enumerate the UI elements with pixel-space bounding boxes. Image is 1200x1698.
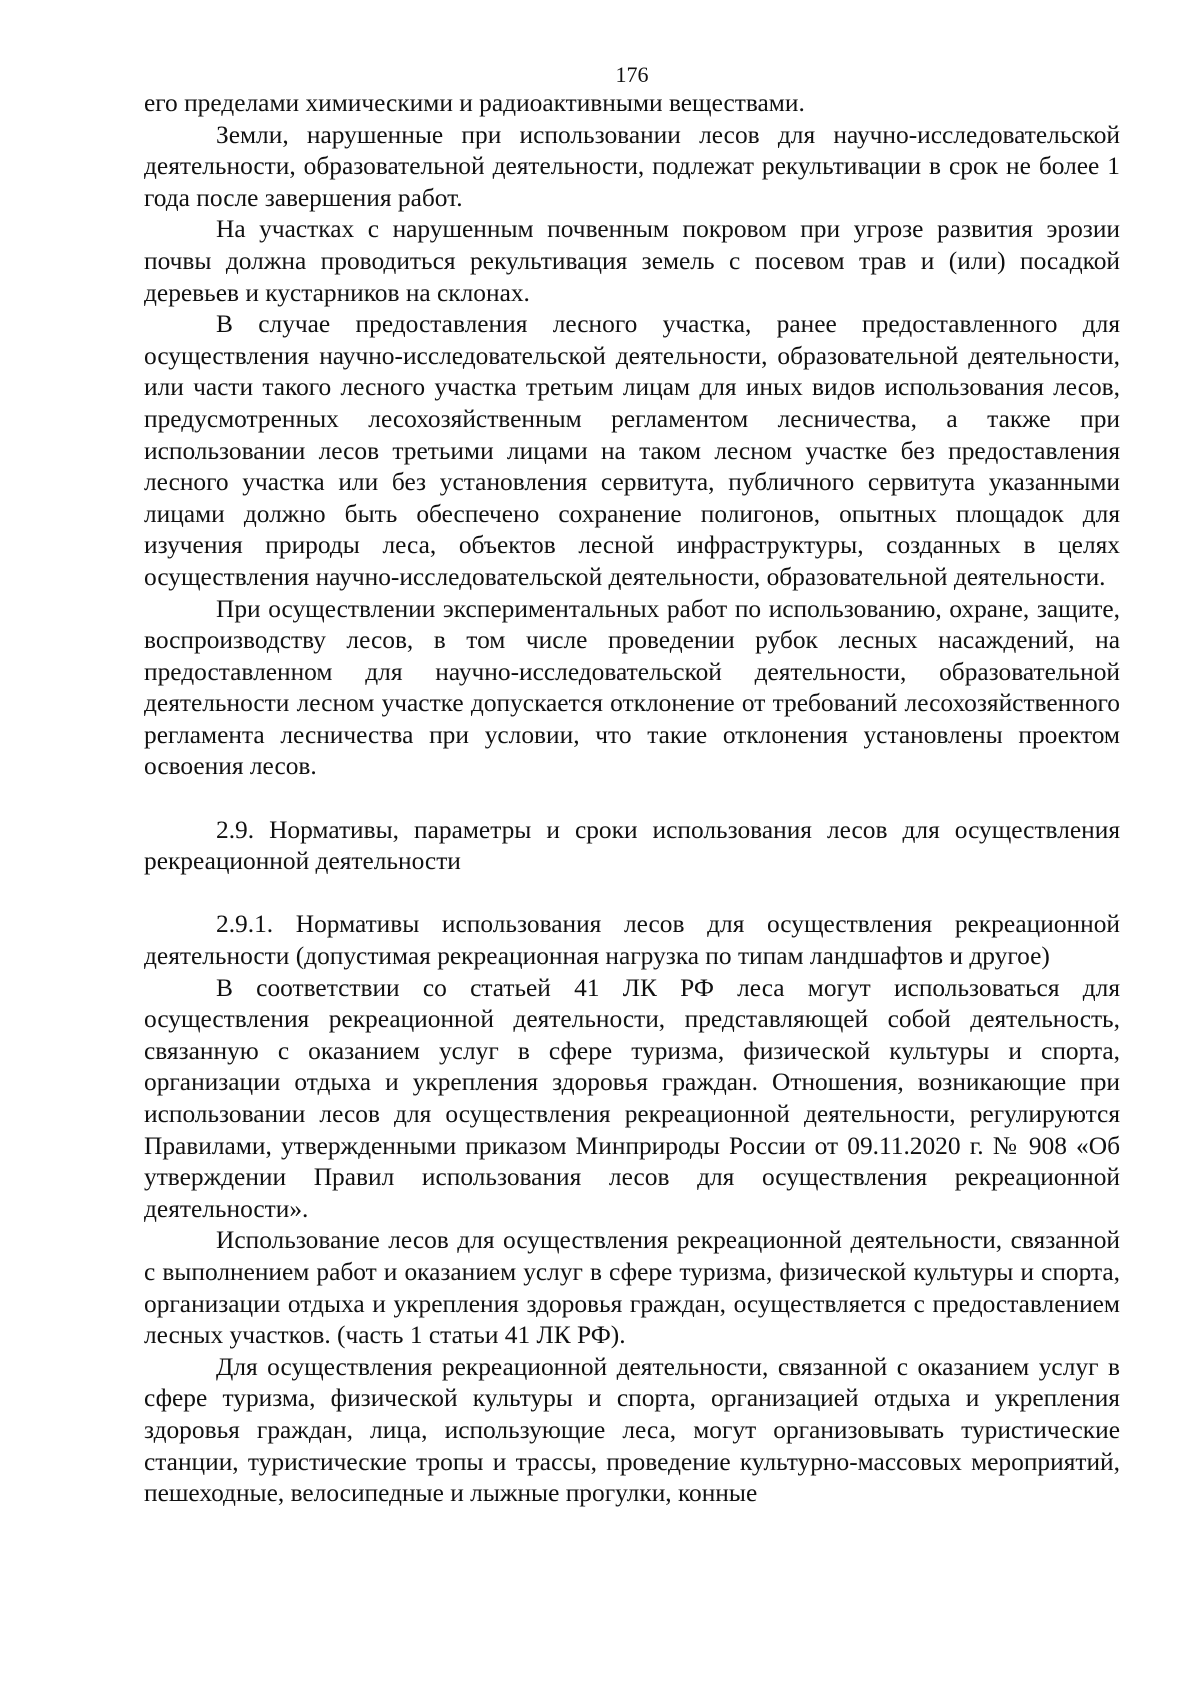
paragraph-tourist-stations: Для осуществления рекреационной деятельности, связанной с оказанием услуг в сфере туризма, физической культуры и спорта, организацией отдыха и укрепления здоровья граждан, лица, использующие леса, могут организовывать туристические станции, туристические тропы и трассы, проведение культурно-массовых мероприятий, пешеходные, велосипедные и лыжные прогулки, конные xyxy=(144,1352,1120,1508)
document-page xyxy=(144,62,1120,1510)
paragraph-land-plots: Использование лесов для осуществления рекреационной деятельности, связанной с выполнением работ и оказанием услуг в сфере туризма, физической культуры и спорта, организации отдыха и укрепления здоровья граждан, осуществляется с предоставлением лесных участков. (часть 1 статьи 41 ЛК РФ). xyxy=(144,1226,1120,1350)
subsection-heading: 2.9.1. Нормативы использования лесов для осуществления рекреационной деятельности (допустимая рекреационная нагрузка по типам ландшафтов и другое) xyxy=(144,910,1120,971)
paragraph-third-parties: В случае предоставления лесного участка, ранее предоставленного для осуществления научно-исследовательской деятельности, образовательной деятельности, или части такого лесного участка третьим лицам для иных видов использования лесов, предусмотренных лесохозяйственным регламентом лесничества, а также при использовании лесов третьими лицами на таком лесном участке без предоставления лесного участка или без установления сервитута, публичного сервитута указанными лицами должно быть обеспечено сохранение полигонов, опытных площадок для изучения природы леса, объектов лесной инфраструктуры, созданных в целях осуществления научно-исследовательской деятельности, образовательной деятельности. xyxy=(144,310,1120,591)
paragraph-land-reclamation: Земли, нарушенные при использовании лесов для научно-исследовательской деятельности, образовательной деятельности, подлежат рекультивации в срок не более 1 года после завершения работ. xyxy=(144,120,1120,212)
page-number: 176 xyxy=(615,62,649,87)
section-heading: 2.9. Нормативы, параметры и сроки использования лесов для осуществления рекреационной деятельности xyxy=(144,815,1120,876)
paragraph-experimental-works: При осуществлении экспериментальных работ по использованию, охране, защите, воспроизводству лесов, в том числе проведении рубок лесных насаждений, на предоставленном для научно-исследовательской деятельности, образовательной деятельности лесном участке допускается отклонение от требований лесохозяйственного регламента лесничества при условии, что такие отклонения установлены проектом освоения лесов. xyxy=(144,594,1120,781)
spacer xyxy=(144,783,1120,815)
paragraph-erosion: На участках с нарушенным почвенным покровом при угрозе развития эрозии почвы должна проводиться рекультивация земель с посевом трав и (или) посадкой деревьев и кустарников на склонах. xyxy=(144,215,1120,307)
paragraph-article-41: В соответствии со статьей 41 ЛК РФ леса могут использоваться для осуществления рекреационной деятельности, представляющей собой деятельность, связанную с оказанием услуг в сфере туризма, физической культуры и спорта, организации отдыха и укрепления здоровья граждан. Отношения, возникающие при использовании лесов для осуществления рекреационной деятельности, регулируются Правилами, утвержденными приказом Минприроды России от 09.11.2020 г. № 908 «Об утверждении Правил использования лесов для осуществления рекреационной деятельности». xyxy=(144,973,1120,1223)
spacer xyxy=(144,878,1120,910)
paragraph-continuation: его пределами химическими и радиоактивными веществами. xyxy=(144,89,805,117)
